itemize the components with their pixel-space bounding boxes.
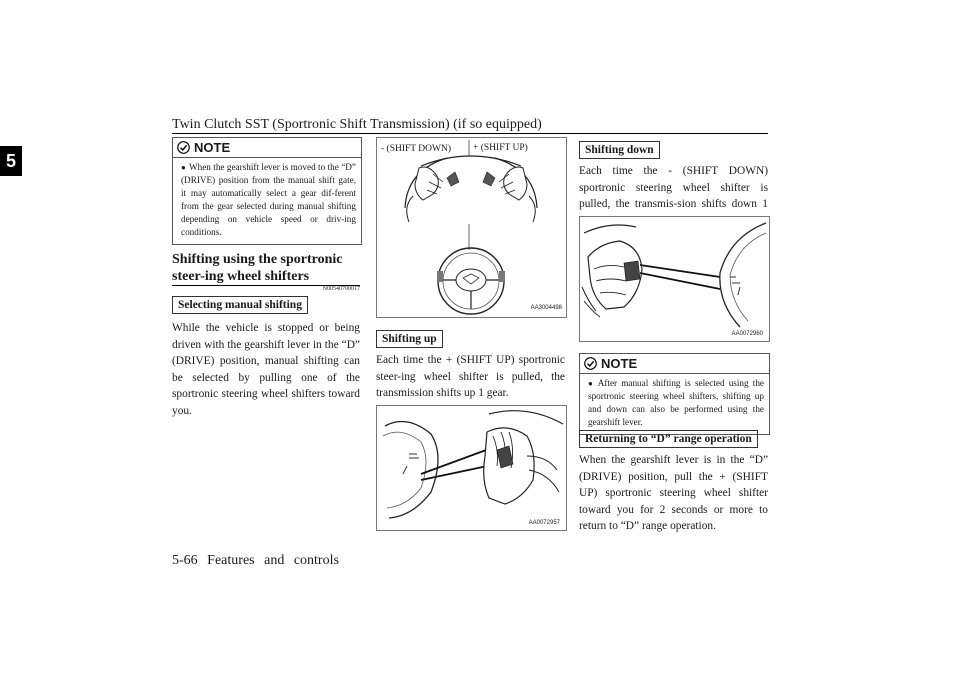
note-text [173,158,361,244]
page-header-title: Twin Clutch SST (Sportronic Shift Transmission) (if so equipped) [172,117,542,132]
paragraph-shifting-up: Each time the + (SHIFT UP) sportronic steer-ing wheel shifter is pulled, the transmission shifts up 1 gear. [376,354,565,399]
page-footer [172,553,339,569]
figure-shift-up-paddle [376,405,567,531]
figure-shift-down-paddle [579,216,770,342]
figure3-code: AA0072960 [731,331,763,337]
note-heading-2: NOTE [601,356,638,371]
header-rule [172,133,768,134]
note-box [172,137,362,245]
bullet-icon: ● [588,379,595,388]
note-check-icon [177,141,190,154]
note-bullet: When the gearshift lever is moved to the “D” (DRIVE) position from the manual shift gate, it may automatically select a gear dif-ferent from the gear selected during manual shifting depending on vehicle speed or driv-ing conditions. [181,162,356,237]
subheading-shifting-up: Shifting up [376,330,443,348]
note-bullet-2: After manual shifting is selected using the sportronic steering wheel shifters, shifting up and down can also be performed using the gearshift lever. [588,378,764,427]
shift-down-illustration [580,217,769,341]
label-shift-up: + (SHIFT UP) [473,143,528,153]
note-header [173,138,361,158]
note-heading: NOTE [194,140,231,155]
chapter-tab: 5 [0,146,22,176]
figure1-code: AA3004498 [530,305,562,311]
footer-section: Features and controls [207,553,339,568]
paragraph-selecting-manual: While the vehicle is stopped or being driven with the gearshift lever in the “D” (DRIVE) position, manual shifting can be selected by pulling one of the sportronic steering wheel shifters toward you. [172,322,360,417]
note-text-2 [580,374,769,434]
note-header-2 [580,354,769,374]
section-title: Shifting using the sportronic steer-ing wheel shifters [172,252,343,284]
figure-steering-shifters [376,137,567,318]
label-shift-down: - (SHIFT DOWN) [381,144,452,154]
steering-wheel-illustration [377,138,566,317]
subheading-selecting-manual: Selecting manual shifting [172,296,308,314]
paragraph-shifting-down: Each time the - (SHIFT DOWN) sportronic steering wheel shifter is pulled, the transmis-sion shifts down 1 [579,165,768,210]
footer-page-number: 5-66 [172,553,198,568]
shift-up-illustration [377,406,566,530]
subheading-returning-d: Returning to “D” range operation [579,430,758,448]
note-check-icon [584,357,597,370]
figure2-code: AA0072957 [528,520,560,526]
note-box-2 [579,353,770,435]
subheading-shifting-down: Shifting down [579,141,660,159]
paragraph-returning-d: When the gearshift lever is in the “D” (DRIVE) position, pull the + (SHIFT UP) sportronic steering wheel shifter toward you for 2 seconds or more to return to “D” range operation. [579,454,768,532]
section-code: N00540700017 [322,286,360,292]
bullet-icon: ● [181,163,186,172]
